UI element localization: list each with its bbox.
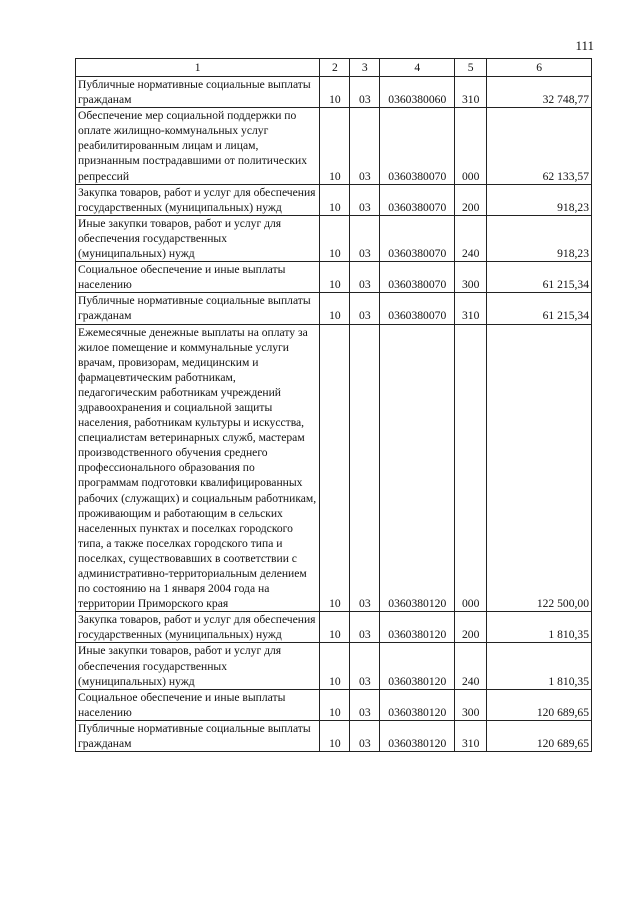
row-target-code: 0360380060 <box>380 77 455 108</box>
row-subsection: 03 <box>350 184 380 215</box>
row-name: Обеспечение мер социальной поддержки по оплате жилищно-коммунальных услуг реабилитированным лицам и лицам, признанным пострадавшими от политических репрессий <box>76 108 320 184</box>
row-section: 10 <box>320 324 350 612</box>
row-target-code: 0360380070 <box>380 293 455 324</box>
row-section: 10 <box>320 689 350 720</box>
row-section: 10 <box>320 262 350 293</box>
row-target-code: 0360380070 <box>380 215 455 261</box>
row-name: Социальное обеспечение и иные выплаты населению <box>76 262 320 293</box>
row-subsection: 03 <box>350 77 380 108</box>
budget-table <box>75 58 592 752</box>
row-section: 10 <box>320 720 350 751</box>
row-amount: 120 689,65 <box>487 720 592 751</box>
row-expense-type: 310 <box>455 720 487 751</box>
row-section: 10 <box>320 184 350 215</box>
row-expense-type: 000 <box>455 108 487 184</box>
row-name: Ежемесячные денежные выплаты на оплату за жилое помещение и коммунальные услуги врачам, провизорам, медицинским и фармацевтическим работникам, педагогическим работникам учреждений здравоохранения и социальной защиты населения, работникам культуры и искусства, специалистам ветеринарных служб, мастерам производственного обучения среднего профессионального образования по программам подготовки квалифицированных рабочих (служащих) и социальным работникам, проживающим и работающим в сельских населенных пунктах и поселках городского типа, а также поселках городского типа и поселках, существовавших в соответствии с административно-территориальным делением по состоянию на 1 января 2004 года на территории Приморского края <box>76 324 320 612</box>
table-row <box>76 215 592 261</box>
row-amount: 62 133,57 <box>487 108 592 184</box>
row-section: 10 <box>320 77 350 108</box>
row-expense-type: 200 <box>455 612 487 643</box>
row-subsection: 03 <box>350 262 380 293</box>
row-name: Иные закупки товаров, работ и услуг для обеспечения государственных (муниципальных) нужд <box>76 215 320 261</box>
row-section: 10 <box>320 215 350 261</box>
row-amount: 122 500,00 <box>487 324 592 612</box>
row-target-code: 0360380120 <box>380 324 455 612</box>
column-header: 4 <box>380 59 455 77</box>
row-target-code: 0360380120 <box>380 689 455 720</box>
row-expense-type: 300 <box>455 262 487 293</box>
row-name: Иные закупки товаров, работ и услуг для обеспечения государственных (муниципальных) нужд <box>76 643 320 689</box>
table-row <box>76 689 592 720</box>
row-amount: 918,23 <box>487 184 592 215</box>
row-name: Публичные нормативные социальные выплаты гражданам <box>76 77 320 108</box>
row-name: Публичные нормативные социальные выплаты гражданам <box>76 293 320 324</box>
row-target-code: 0360380120 <box>380 643 455 689</box>
row-target-code: 0360380120 <box>380 612 455 643</box>
row-subsection: 03 <box>350 643 380 689</box>
row-target-code: 0360380070 <box>380 108 455 184</box>
column-header: 5 <box>455 59 487 77</box>
row-amount: 1 810,35 <box>487 612 592 643</box>
row-subsection: 03 <box>350 689 380 720</box>
row-subsection: 03 <box>350 720 380 751</box>
table-row <box>76 293 592 324</box>
row-subsection: 03 <box>350 215 380 261</box>
row-name: Социальное обеспечение и иные выплаты населению <box>76 689 320 720</box>
row-amount: 1 810,35 <box>487 643 592 689</box>
row-expense-type: 240 <box>455 643 487 689</box>
table-row <box>76 77 592 108</box>
row-subsection: 03 <box>350 612 380 643</box>
row-amount: 120 689,65 <box>487 689 592 720</box>
column-header: 1 <box>76 59 320 77</box>
table-header-row <box>76 59 592 77</box>
page-number: 111 <box>575 38 594 53</box>
row-target-code: 0360380120 <box>380 720 455 751</box>
row-amount: 918,23 <box>487 215 592 261</box>
table-row <box>76 108 592 184</box>
row-section: 10 <box>320 643 350 689</box>
row-name: Закупка товаров, работ и услуг для обеспечения государственных (муниципальных) нужд <box>76 184 320 215</box>
table-row <box>76 612 592 643</box>
row-expense-type: 240 <box>455 215 487 261</box>
table-row <box>76 184 592 215</box>
row-expense-type: 000 <box>455 324 487 612</box>
row-amount: 61 215,34 <box>487 293 592 324</box>
row-section: 10 <box>320 612 350 643</box>
row-amount: 61 215,34 <box>487 262 592 293</box>
table-row <box>76 324 592 612</box>
row-subsection: 03 <box>350 108 380 184</box>
row-amount: 32 748,77 <box>487 77 592 108</box>
row-target-code: 0360380070 <box>380 262 455 293</box>
row-target-code: 0360380070 <box>380 184 455 215</box>
column-header: 6 <box>487 59 592 77</box>
row-expense-type: 300 <box>455 689 487 720</box>
row-name: Закупка товаров, работ и услуг для обеспечения государственных (муниципальных) нужд <box>76 612 320 643</box>
row-expense-type: 310 <box>455 293 487 324</box>
table-row <box>76 262 592 293</box>
row-subsection: 03 <box>350 324 380 612</box>
row-expense-type: 310 <box>455 77 487 108</box>
row-section: 10 <box>320 293 350 324</box>
row-section: 10 <box>320 108 350 184</box>
column-header: 2 <box>320 59 350 77</box>
table-row <box>76 720 592 751</box>
row-subsection: 03 <box>350 293 380 324</box>
row-name: Публичные нормативные социальные выплаты гражданам <box>76 720 320 751</box>
column-header: 3 <box>350 59 380 77</box>
table-row <box>76 643 592 689</box>
row-expense-type: 200 <box>455 184 487 215</box>
